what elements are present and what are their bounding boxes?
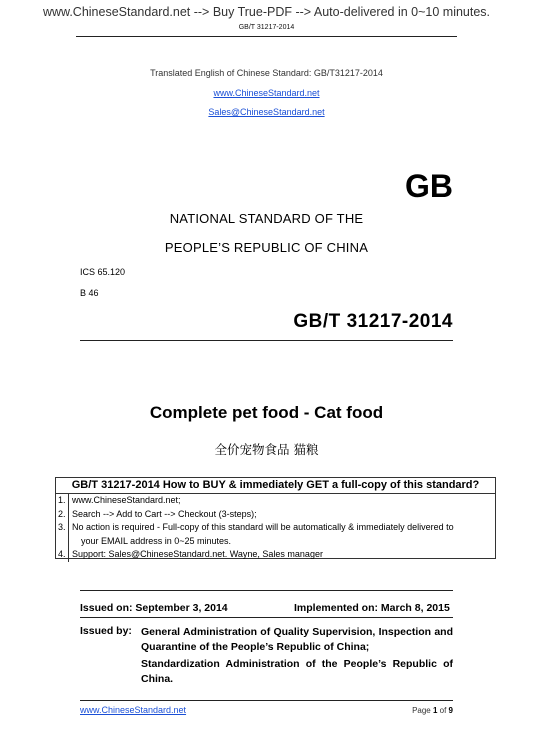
top-banner: www.ChineseStandard.net --> Buy True-PDF --> Auto-delivered in 0~10 minutes. bbox=[42, 5, 491, 19]
title-english: Complete pet food - Cat food bbox=[149, 403, 384, 422]
ics-code: ICS 65.120 bbox=[80, 267, 126, 277]
list-item-text: your EMAIL address in 0~25 minutes. bbox=[81, 535, 231, 546]
page-prefix: Page bbox=[412, 706, 433, 715]
list-item-text[interactable]: www.ChineseStandard.net; bbox=[72, 495, 181, 505]
issuer-aqsiq: General Administration of Quality Supervision, Inspection and Quarantine of the People’s Republic of China; bbox=[141, 626, 453, 653]
list-item bbox=[56, 521, 495, 535]
gb-mark: GB bbox=[405, 168, 453, 204]
list-item bbox=[56, 494, 495, 508]
dates-divider-bottom bbox=[80, 617, 453, 618]
list-item-number bbox=[56, 535, 69, 549]
title-chinese: 全价宠物食品 猫粮 bbox=[214, 442, 319, 457]
list-item bbox=[56, 508, 495, 522]
page-total: 9 bbox=[448, 706, 453, 715]
website-link[interactable]: www.ChineseStandard.net bbox=[213, 88, 320, 98]
implemented-on-date: Implemented on: March 8, 2015 bbox=[294, 602, 450, 614]
list-item-number: 3. bbox=[56, 521, 69, 535]
page-indicator bbox=[412, 706, 453, 715]
national-standard-line1: NATIONAL STANDARD OF THE bbox=[169, 211, 364, 226]
standard-number: GB/T 31217-2014 bbox=[293, 311, 453, 332]
issued-by-label: Issued by: bbox=[80, 625, 132, 637]
page-separator: of bbox=[437, 706, 449, 715]
list-item-number: 4. bbox=[56, 548, 69, 562]
footer-divider bbox=[80, 700, 453, 701]
list-item-text: No action is required - Full-copy of this standard will be automatically & immediately delivered to bbox=[72, 522, 454, 532]
list-item-number: 2. bbox=[56, 508, 69, 522]
national-standard-line2: PEOPLE’S REPUBLIC OF CHINA bbox=[164, 240, 369, 255]
list-item-text: Support: Sales@ChineseStandard.net. Wayne, Sales manager bbox=[72, 549, 323, 559]
list-item bbox=[56, 548, 495, 562]
footer-website-link[interactable]: www.ChineseStandard.net bbox=[80, 705, 187, 715]
buy-instructions-box bbox=[55, 477, 496, 559]
translation-notice: Translated English of Chinese Standard: GB/T31217-2014 bbox=[150, 68, 383, 78]
header-standard-code: GB/T 31217-2014 bbox=[238, 24, 295, 31]
page-current: 1 bbox=[432, 706, 438, 715]
email-link[interactable]: Sales@ChineseStandard.net bbox=[208, 107, 325, 117]
dates-divider-top bbox=[80, 590, 453, 591]
ccs-code: B 46 bbox=[80, 288, 99, 298]
buy-steps-list bbox=[56, 494, 495, 562]
list-item-number: 1. bbox=[56, 494, 69, 508]
list-item-text: Search --> Add to Cart --> Checkout (3-steps); bbox=[72, 508, 257, 519]
buy-box-heading: GB/T 31217-2014 How to BUY & immediately GET a full-copy of this standard? bbox=[56, 478, 495, 494]
issued-on-date: Issued on: September 3, 2014 bbox=[80, 602, 228, 614]
issuer-sac: Standardization Administration of the People’s Republic of China. bbox=[141, 658, 453, 685]
list-item bbox=[56, 535, 495, 549]
header-divider bbox=[76, 36, 457, 37]
standard-number-divider bbox=[80, 340, 453, 341]
